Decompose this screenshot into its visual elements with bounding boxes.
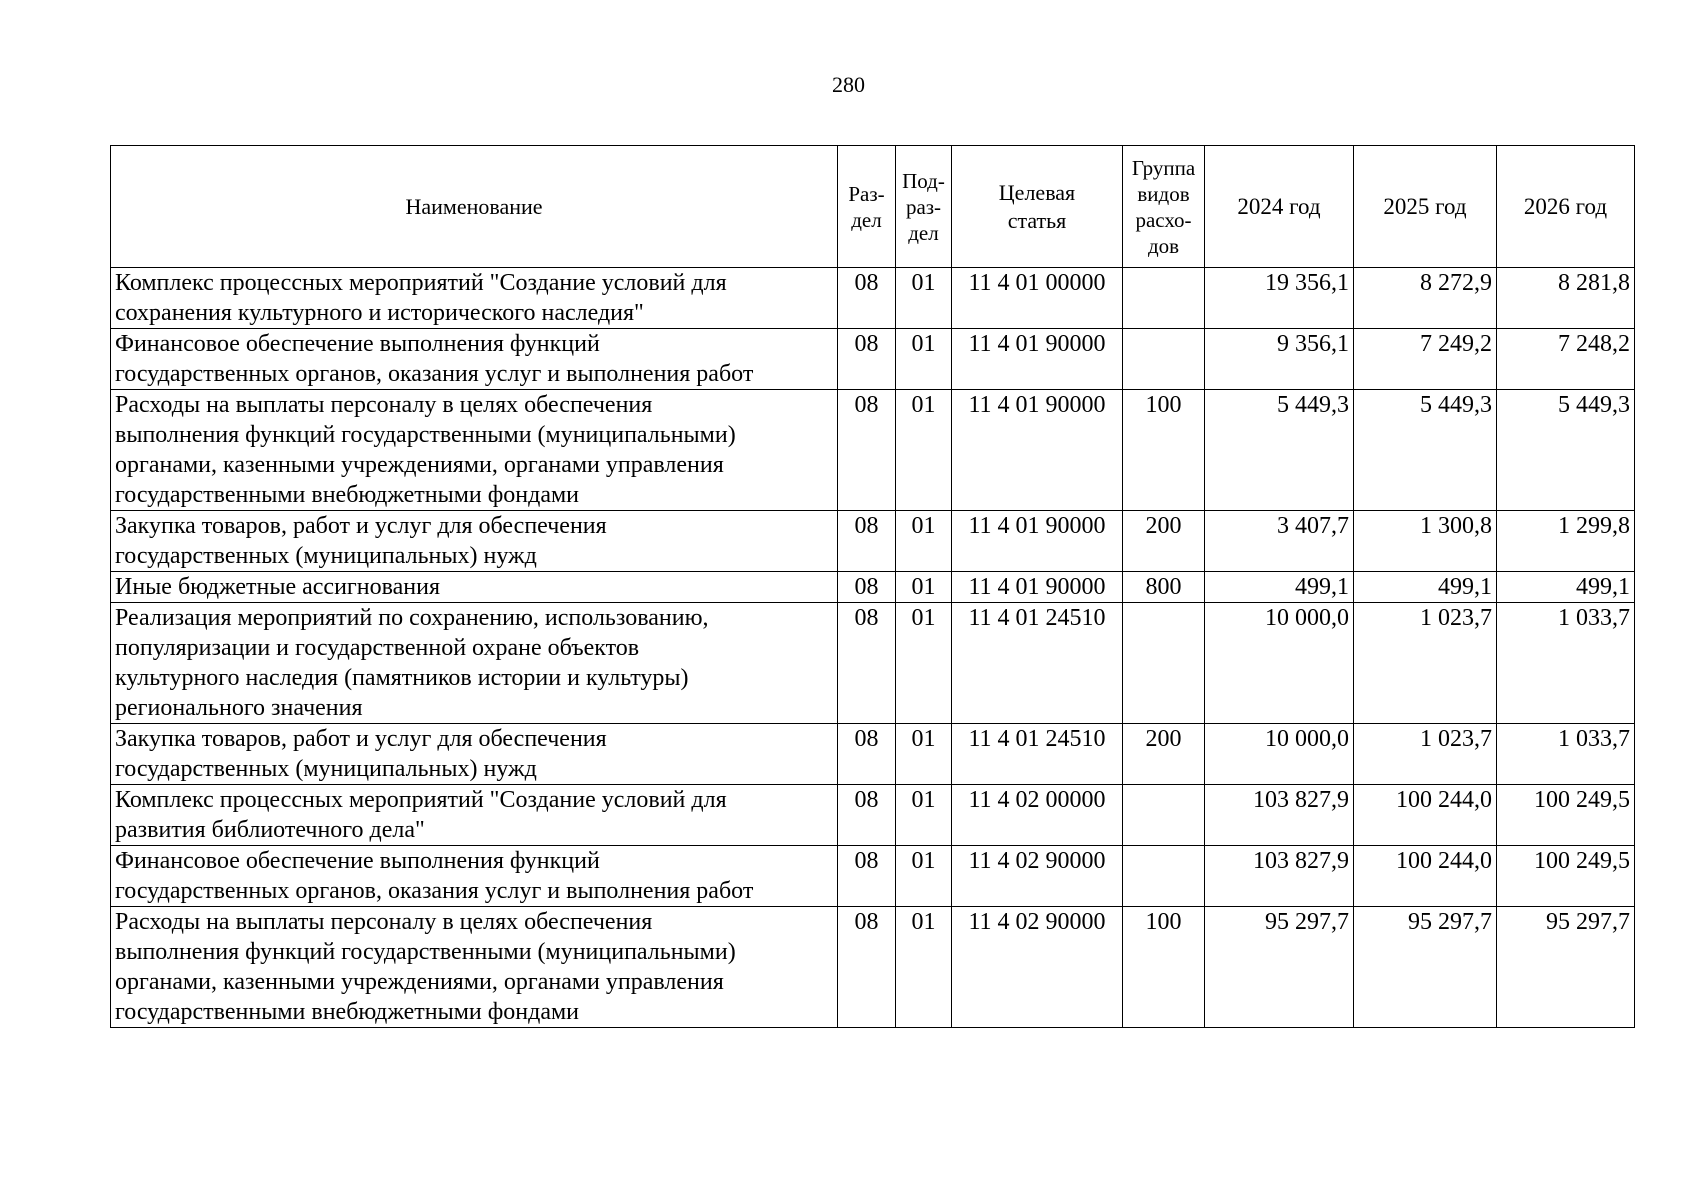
row-amount-2025: 100 244,0: [1354, 785, 1497, 846]
row-name-line: Закупка товаров, работ и услуг для обеспечения: [115, 513, 607, 539]
row-gruppa-vidov-raskhodov: 100: [1123, 390, 1205, 511]
row-name-line: Финансовое обеспечение выполнения функций: [115, 331, 600, 357]
row-name-line: регионального значения: [115, 695, 363, 721]
row-name-line: Расходы на выплаты персоналу в целях обеспечения: [115, 392, 653, 418]
row-name-line: выполнения функций государственными (муниципальными): [115, 939, 736, 965]
row-name-line: выполнения функций государственными (муниципальными): [115, 422, 736, 448]
row-amount-2024: 103 827,9: [1205, 785, 1354, 846]
row-name: [111, 268, 838, 329]
row-amount-2024: 95 297,7: [1205, 907, 1354, 1028]
row-gruppa-vidov-raskhodov: [1123, 329, 1205, 390]
table-row: [111, 329, 1635, 390]
row-name-line: государственными внебюджетными фондами: [115, 482, 580, 508]
row-gruppa-vidov-raskhodov: 100: [1123, 907, 1205, 1028]
row-amount-2025: 100 244,0: [1354, 846, 1497, 907]
header-name: Наименование: [111, 146, 838, 268]
row-podrazdel: 01: [896, 572, 952, 603]
row-podrazdel: 01: [896, 329, 952, 390]
row-tselevaya-statya: 11 4 01 24510: [952, 603, 1123, 724]
header-podrazdel: Под- раз- дел: [896, 146, 952, 268]
row-amount-2024: 103 827,9: [1205, 846, 1354, 907]
row-amount-2025: 499,1: [1354, 572, 1497, 603]
header-tselevaya-statya: Целевая статья: [952, 146, 1123, 268]
row-tselevaya-statya: 11 4 01 24510: [952, 724, 1123, 785]
row-name: [111, 390, 838, 511]
row-gruppa-vidov-raskhodov: [1123, 268, 1205, 329]
row-amount-2026: 100 249,5: [1497, 785, 1635, 846]
row-name: [111, 329, 838, 390]
row-podrazdel: 01: [896, 724, 952, 785]
row-name-line: органами, казенными учреждениями, органами управления: [115, 969, 724, 995]
row-name-line: государственных (муниципальных) нужд: [115, 756, 537, 782]
row-gruppa-vidov-raskhodov: 800: [1123, 572, 1205, 603]
row-tselevaya-statya: 11 4 02 00000: [952, 785, 1123, 846]
row-tselevaya-statya: 11 4 01 00000: [952, 268, 1123, 329]
row-gruppa-vidov-raskhodov: [1123, 785, 1205, 846]
row-podrazdel: 01: [896, 785, 952, 846]
row-tselevaya-statya: 11 4 01 90000: [952, 511, 1123, 572]
row-amount-2024: 499,1: [1205, 572, 1354, 603]
row-amount-2025: 8 272,9: [1354, 268, 1497, 329]
row-tselevaya-statya: 11 4 01 90000: [952, 390, 1123, 511]
header-2024: 2024 год: [1205, 146, 1354, 268]
row-amount-2025: 7 249,2: [1354, 329, 1497, 390]
row-razdel: 08: [838, 329, 896, 390]
row-podrazdel: 01: [896, 511, 952, 572]
row-name-line: государственных органов, оказания услуг и выполнения работ: [115, 361, 754, 387]
row-name: [111, 572, 838, 603]
row-amount-2025: 1 300,8: [1354, 511, 1497, 572]
row-name-line: сохранения культурного и исторического наследия": [115, 300, 644, 326]
page-number: 280: [832, 72, 865, 97]
row-amount-2026: 1 299,8: [1497, 511, 1635, 572]
row-name: [111, 603, 838, 724]
row-razdel: 08: [838, 846, 896, 907]
row-name: [111, 907, 838, 1028]
row-amount-2024: 9 356,1: [1205, 329, 1354, 390]
row-name: [111, 724, 838, 785]
table-body: [111, 268, 1635, 1028]
row-amount-2025: 95 297,7: [1354, 907, 1497, 1028]
row-name-line: Финансовое обеспечение выполнения функций: [115, 848, 600, 874]
row-amount-2026: 8 281,8: [1497, 268, 1635, 329]
row-podrazdel: 01: [896, 907, 952, 1028]
row-tselevaya-statya: 11 4 02 90000: [952, 846, 1123, 907]
row-name-line: органами, казенными учреждениями, органами управления: [115, 452, 724, 478]
table-row: [111, 846, 1635, 907]
table-row: [111, 572, 1635, 603]
row-name-line: Комплекс процессных мероприятий "Создание условий для: [115, 787, 727, 813]
row-name-line: культурного наследия (памятников истории и культуры): [115, 665, 689, 691]
table-row: [111, 724, 1635, 785]
header-2026: 2026 год: [1497, 146, 1635, 268]
row-name-line: государственных (муниципальных) нужд: [115, 543, 537, 569]
row-gruppa-vidov-raskhodov: [1123, 603, 1205, 724]
row-name-line: Иные бюджетные ассигнования: [115, 574, 440, 600]
row-podrazdel: 01: [896, 268, 952, 329]
row-amount-2026: 1 033,7: [1497, 724, 1635, 785]
row-name-line: государственными внебюджетными фондами: [115, 999, 580, 1025]
row-podrazdel: 01: [896, 603, 952, 724]
row-amount-2026: 7 248,2: [1497, 329, 1635, 390]
row-tselevaya-statya: 11 4 02 90000: [952, 907, 1123, 1028]
row-podrazdel: 01: [896, 846, 952, 907]
table-row: [111, 511, 1635, 572]
row-amount-2024: 10 000,0: [1205, 724, 1354, 785]
row-razdel: 08: [838, 390, 896, 511]
row-gruppa-vidov-raskhodov: [1123, 846, 1205, 907]
header-2025: 2025 год: [1354, 146, 1497, 268]
row-name-line: Комплекс процессных мероприятий "Создание условий для: [115, 270, 727, 296]
row-name: [111, 511, 838, 572]
row-razdel: 08: [838, 572, 896, 603]
row-gruppa-vidov-raskhodov: 200: [1123, 511, 1205, 572]
row-razdel: 08: [838, 724, 896, 785]
row-razdel: 08: [838, 907, 896, 1028]
row-amount-2026: 100 249,5: [1497, 846, 1635, 907]
row-name: [111, 785, 838, 846]
table-row: [111, 907, 1635, 1028]
row-amount-2024: 10 000,0: [1205, 603, 1354, 724]
row-amount-2025: 1 023,7: [1354, 724, 1497, 785]
row-razdel: 08: [838, 511, 896, 572]
row-name-line: Реализация мероприятий по сохранению, использованию,: [115, 605, 709, 631]
row-razdel: 08: [838, 268, 896, 329]
table-row: [111, 268, 1635, 329]
row-name-line: Расходы на выплаты персоналу в целях обеспечения: [115, 909, 653, 935]
row-name-line: государственных органов, оказания услуг и выполнения работ: [115, 878, 754, 904]
row-amount-2024: 19 356,1: [1205, 268, 1354, 329]
table-row: [111, 603, 1635, 724]
budget-table: [110, 145, 1635, 1028]
header-razdel: Раз- дел: [838, 146, 896, 268]
row-amount-2026: 95 297,7: [1497, 907, 1635, 1028]
row-amount-2024: 5 449,3: [1205, 390, 1354, 511]
header-row: [111, 146, 1635, 268]
row-amount-2026: 1 033,7: [1497, 603, 1635, 724]
row-name-line: развития библиотечного дела": [115, 817, 425, 843]
row-name-line: популяризации и государственной охране объектов: [115, 635, 640, 661]
row-gruppa-vidov-raskhodov: 200: [1123, 724, 1205, 785]
row-amount-2026: 499,1: [1497, 572, 1635, 603]
row-tselevaya-statya: 11 4 01 90000: [952, 572, 1123, 603]
header-gruppa-vidov-raskhodov: Группа видов расхо- дов: [1123, 146, 1205, 268]
row-amount-2025: 5 449,3: [1354, 390, 1497, 511]
row-amount-2026: 5 449,3: [1497, 390, 1635, 511]
table-row: [111, 785, 1635, 846]
row-name-line: Закупка товаров, работ и услуг для обеспечения: [115, 726, 607, 752]
row-name: [111, 846, 838, 907]
row-razdel: 08: [838, 603, 896, 724]
row-amount-2024: 3 407,7: [1205, 511, 1354, 572]
row-razdel: 08: [838, 785, 896, 846]
row-podrazdel: 01: [896, 390, 952, 511]
row-amount-2025: 1 023,7: [1354, 603, 1497, 724]
table-row: [111, 390, 1635, 511]
row-tselevaya-statya: 11 4 01 90000: [952, 329, 1123, 390]
